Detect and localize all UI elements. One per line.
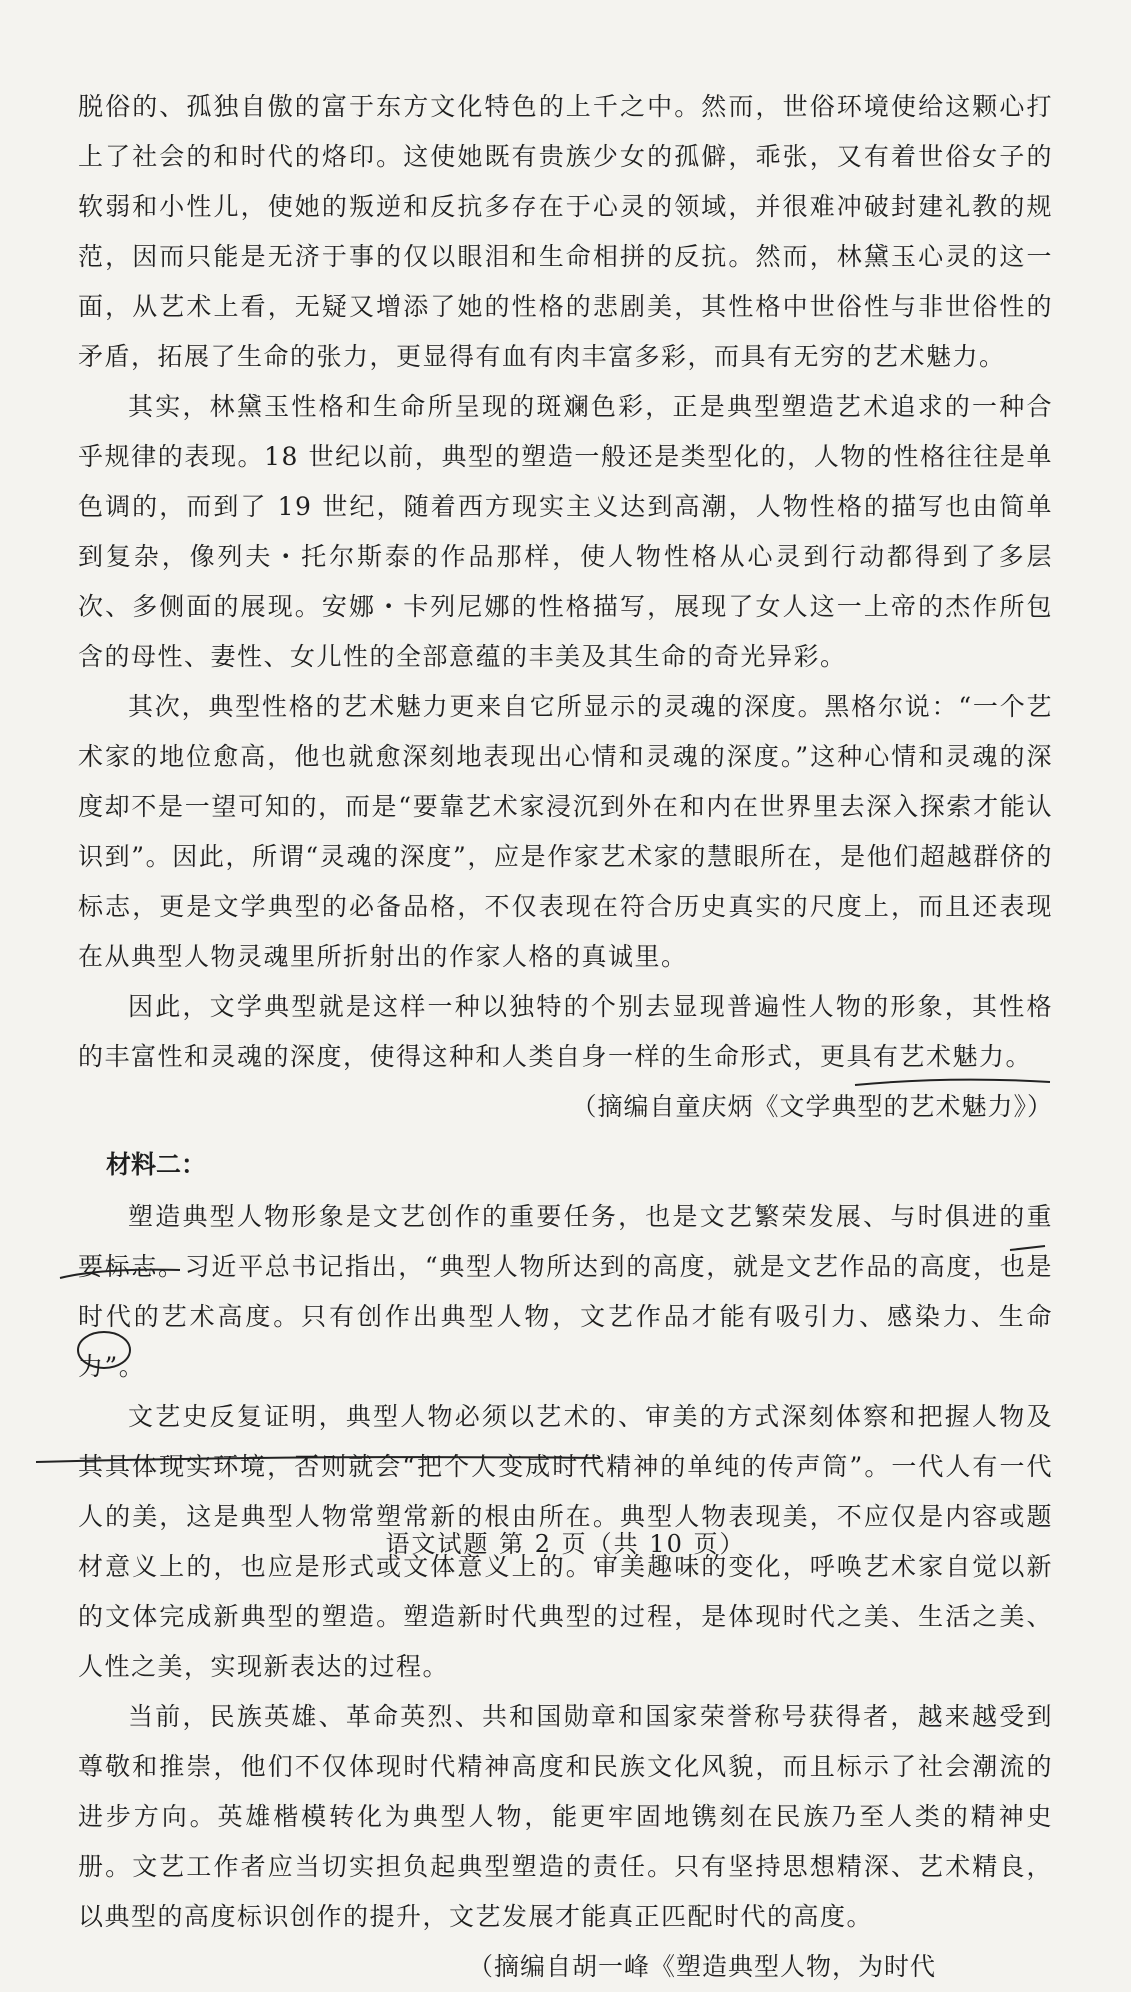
material-two-paragraph: 塑造典型人物形象是文艺创作的重要任务，也是文艺繁荣发展、与时俱进的重要标志。习近平总书记指出，“典型人物所达到的高度，就是文艺作品的高度，也是时代的艺术高度。只有创作出典型人物，文艺作品才能有吸引力、感染力、生命力”。	[78, 1202, 1053, 1381]
page-footer: 语文试题 第 2 页（共 10 页）	[385, 1530, 746, 1558]
material-one-paragraph: 脱俗的、孤独自傲的富于东方文化特色的上千之中。然而，世俗环境使给这颗心打上了社会的和时代的烙印。这使她既有贵族少女的孤僻，乖张，又有着世俗女子的软弱和小性儿，使她的叛逆和反抗多存在于心灵的领域，并很难冲破封建礼教的规范，因而只能是无济于事的仅以眼泪和生命相拼的反抗。然而，林黛玉心灵的这一面，从艺术上看，无疑又增添了她的性格的悲剧美，其性格中世俗性与非世俗性的矛盾，拓展了生命的张力，更显得有血有肉丰富多彩，而具有无穷的艺术魅力。	[78, 92, 1053, 371]
material-one-continued	[78, 82, 1053, 1082]
material-one-paragraph: 其次，典型性格的艺术魅力更来自它所显示的灵魂的深度。黑格尔说：“一个艺术家的地位愈高，他也就愈深刻地表现出心情和灵魂的深度。”这种心情和灵魂的深度却不是一望可知的，而是“要靠艺术家浸沉到外在和内在世界里去深入探索才能认识到”。因此，所谓“灵魂的深度”，应是作家艺术家的慧眼所在，是他们超越群侪的标志，更是文学典型的必备品格，不仅表现在符合历史真实的尺度上，而且还表现在从典型人物灵魂里所折射出的作家人格的真诚里。	[78, 692, 1053, 971]
material-one-paragraph: 其实，林黛玉性格和生命所呈现的斑斓色彩，正是典型塑造艺术追求的一种合乎规律的表现。18 世纪以前，典型的塑造一般还是类型化的，人物的性格往往是单色调的，而到了 19 世纪，随着西方现实主义达到高潮，人物性格的描写也由简单到复杂，像列夫・托尔斯泰的作品那样，使人物性格从心灵到行动都得到了多层次、多侧面的展现。安娜・卡列尼娜的性格描写，展现了女人这一上帝的杰作所包含的母性、妻性、女儿性的全部意蕴的丰美及其生命的奇光异彩。	[78, 392, 1053, 671]
material-one-paragraph: 因此，文学典型就是这样一种以独特的个别去显现普遍性人物的形象，其性格的丰富性和灵魂的深度，使得这种和人类自身一样的生命形式，更具有艺术魅力。	[78, 992, 1053, 1071]
source-citation-2: （摘编自胡一峰《塑造典型人物，为时代	[468, 1952, 937, 1981]
material-two-paragraph: 当前，民族英雄、革命英烈、共和国勋章和国家荣誉称号获得者，越来越受到尊敬和推崇，他们不仅体现时代精神高度和民族文化风貌，而且标示了社会潮流的进步方向。英雄楷模转化为典型人物，能更牢固地镌刻在民族乃至人类的精神史册。文艺工作者应当切实担负起典型塑造的责任。只有坚持思想精深、艺术精良，以典型的高度标识创作的提升，文艺发展才能真正匹配时代的高度。	[78, 1702, 1053, 1931]
material-two-paragraph: 文艺史反复证明，典型人物必须以艺术的、审美的方式深刻体察和把握人物及其具体现实环境，否则就会“把个人变成时代精神的单纯的传声筒”。一代人有一代人的美，这是典型人物常塑常新的根由所在。典型人物表现美，不应仅是内容或题材意义上的，也应是形式或文体意义上的。审美趣味的变化，呼唤艺术家自觉以新的文体完成新典型的塑造。塑造新时代典型的过程，是体现时代之美、生活之美、人性之美，实现新表达的过程。	[78, 1402, 1053, 1681]
source-citation-1: （摘编自童庆炳《文学典型的艺术魅力》）	[571, 1092, 1053, 1121]
material-two-body	[78, 1192, 1053, 1942]
material-two-heading: 材料二：	[106, 1150, 207, 1179]
